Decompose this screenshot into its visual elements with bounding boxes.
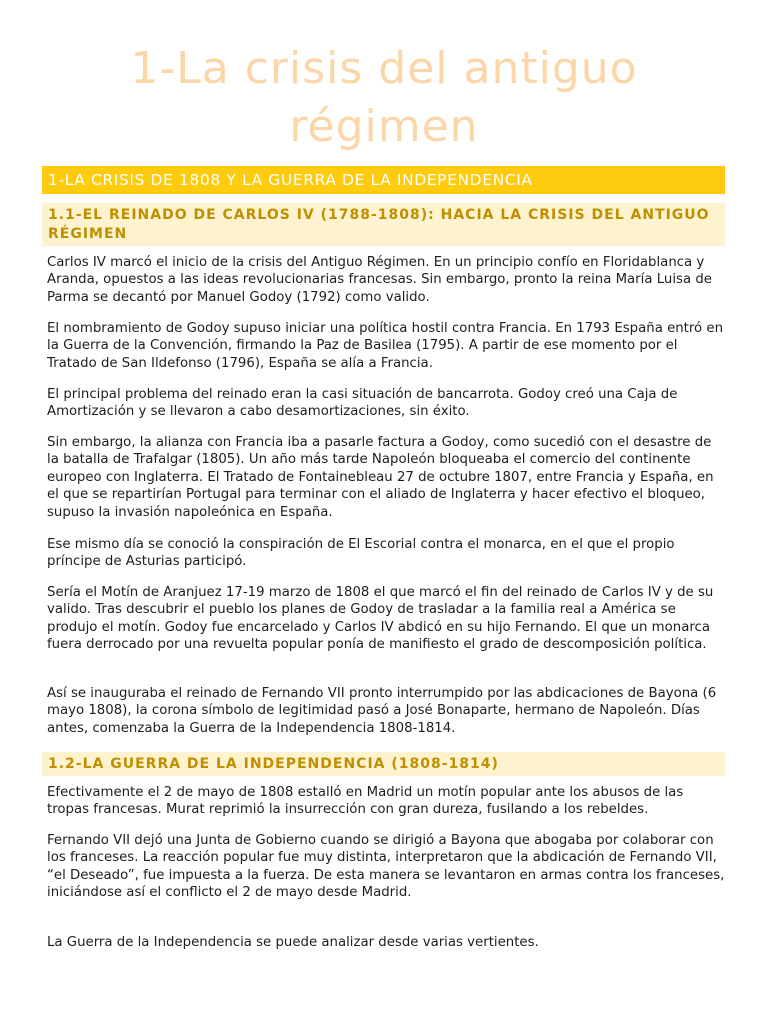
paragraph: Carlos IV marcó el inicio de la crisis del Antiguo Régimen. En un principio confío en Floridablanca y Aranda, opuestos a las ideas revolucionarias francesas. Sin embargo, pronto la reina María Luisa de Parma se decantó por Manuel Godoy (1792) como valido. xyxy=(47,255,712,305)
paragraph: Sin embargo, la alianza con Francia iba a pasarle factura a Godoy, como sucedió con el desastre de la batalla de Trafalgar (1805). Un año más tarde Napoleón bloqueaba el comercio del continente europeo con Inglaterra. El Tratado de Fontainebleau 27 de octubre 1807, entre Francia y España, en el que se repartirían Portugal para terminar con el aliado de Inglaterra y hacer efectivo el bloqueo, supuso la invasión napoleónica en España. xyxy=(47,435,714,520)
paragraph: Efectivamente el 2 de mayo de 1808 estalló en Madrid un motín popular ante los abusos de las tropas francesas. Murat reprimió la insurrección con gran dureza, fusilando a los rebeldes. xyxy=(47,785,684,818)
chapter-heading: 1-LA CRISIS DE 1808 Y LA GUERRA DE LA INDEPENDENCIA xyxy=(42,166,725,194)
paragraph: Sería el Motín de Aranjuez 17-19 marzo de 1808 el que marcó el fin del reinado de Carlos IV y de su valido. Tras descubrir el pueblo los planes de Godoy de trasladar a la familia real a América se produjo el motín. Godoy fue encarcelado y Carlos IV abdicó en su hijo Fernando. El que un monarca fuera derrocado por una revuelta popular ponía de manifiesto el grado de descomposición política. xyxy=(47,585,714,653)
paragraph: Fernando VII dejó una Junta de Gobierno cuando se dirigió a Bayona que abogaba por colaborar con los franceses. La reacción popular fue muy distinta, interpretaron que la abdicación de Fernando VII, “el Deseado”, fue impuesta a la fuerza. De esta manera se levantaron en armas contra los franceses, iniciándose así el conflicto el 2 de mayo desde Madrid. xyxy=(47,833,725,901)
paragraph: La Guerra de la Independencia se puede analizar desde varias vertientes. xyxy=(47,935,539,950)
paragraph: El nombramiento de Godoy supuso iniciar una política hostil contra Francia. En 1793 España entró en la Guerra de la Convención, firmando la Paz de Basilea (1795). A partir de ese momento por el Tratado de San Ildefonso (1796), España se alía a Francia. xyxy=(47,321,724,371)
paragraph: Ese mismo día se conoció la conspiración de El Escorial contra el monarca, en el que el propio príncipe de Asturias participó. xyxy=(47,537,675,570)
section-heading-1-1: 1.1-EL REINADO DE CARLOS IV (1788-1808): HACIA LA CRISIS DEL ANTIGUO RÉGIMEN xyxy=(42,203,725,246)
paragraph: Así se inauguraba el reinado de Fernando VII pronto interrumpido por las abdicaciones de Bayona (6 mayo 1808), la corona símbolo de legitimidad pasó a José Bonaparte, hermano de Napoleón. Días antes, comenzaba la Guerra de la Independencia 1808-1814. xyxy=(47,686,717,736)
document-title: 1-La crisis del antiguo régimen xyxy=(130,43,638,152)
section-heading-1-2: 1.2-LA GUERRA DE LA INDEPENDENCIA (1808-1814) xyxy=(42,752,725,776)
paragraph: El principal problema del reinado eran la casi situación de bancarrota. Godoy creó una Caja de Amortización y se llevaron a cabo desamortizaciones, sin éxito. xyxy=(47,387,678,420)
